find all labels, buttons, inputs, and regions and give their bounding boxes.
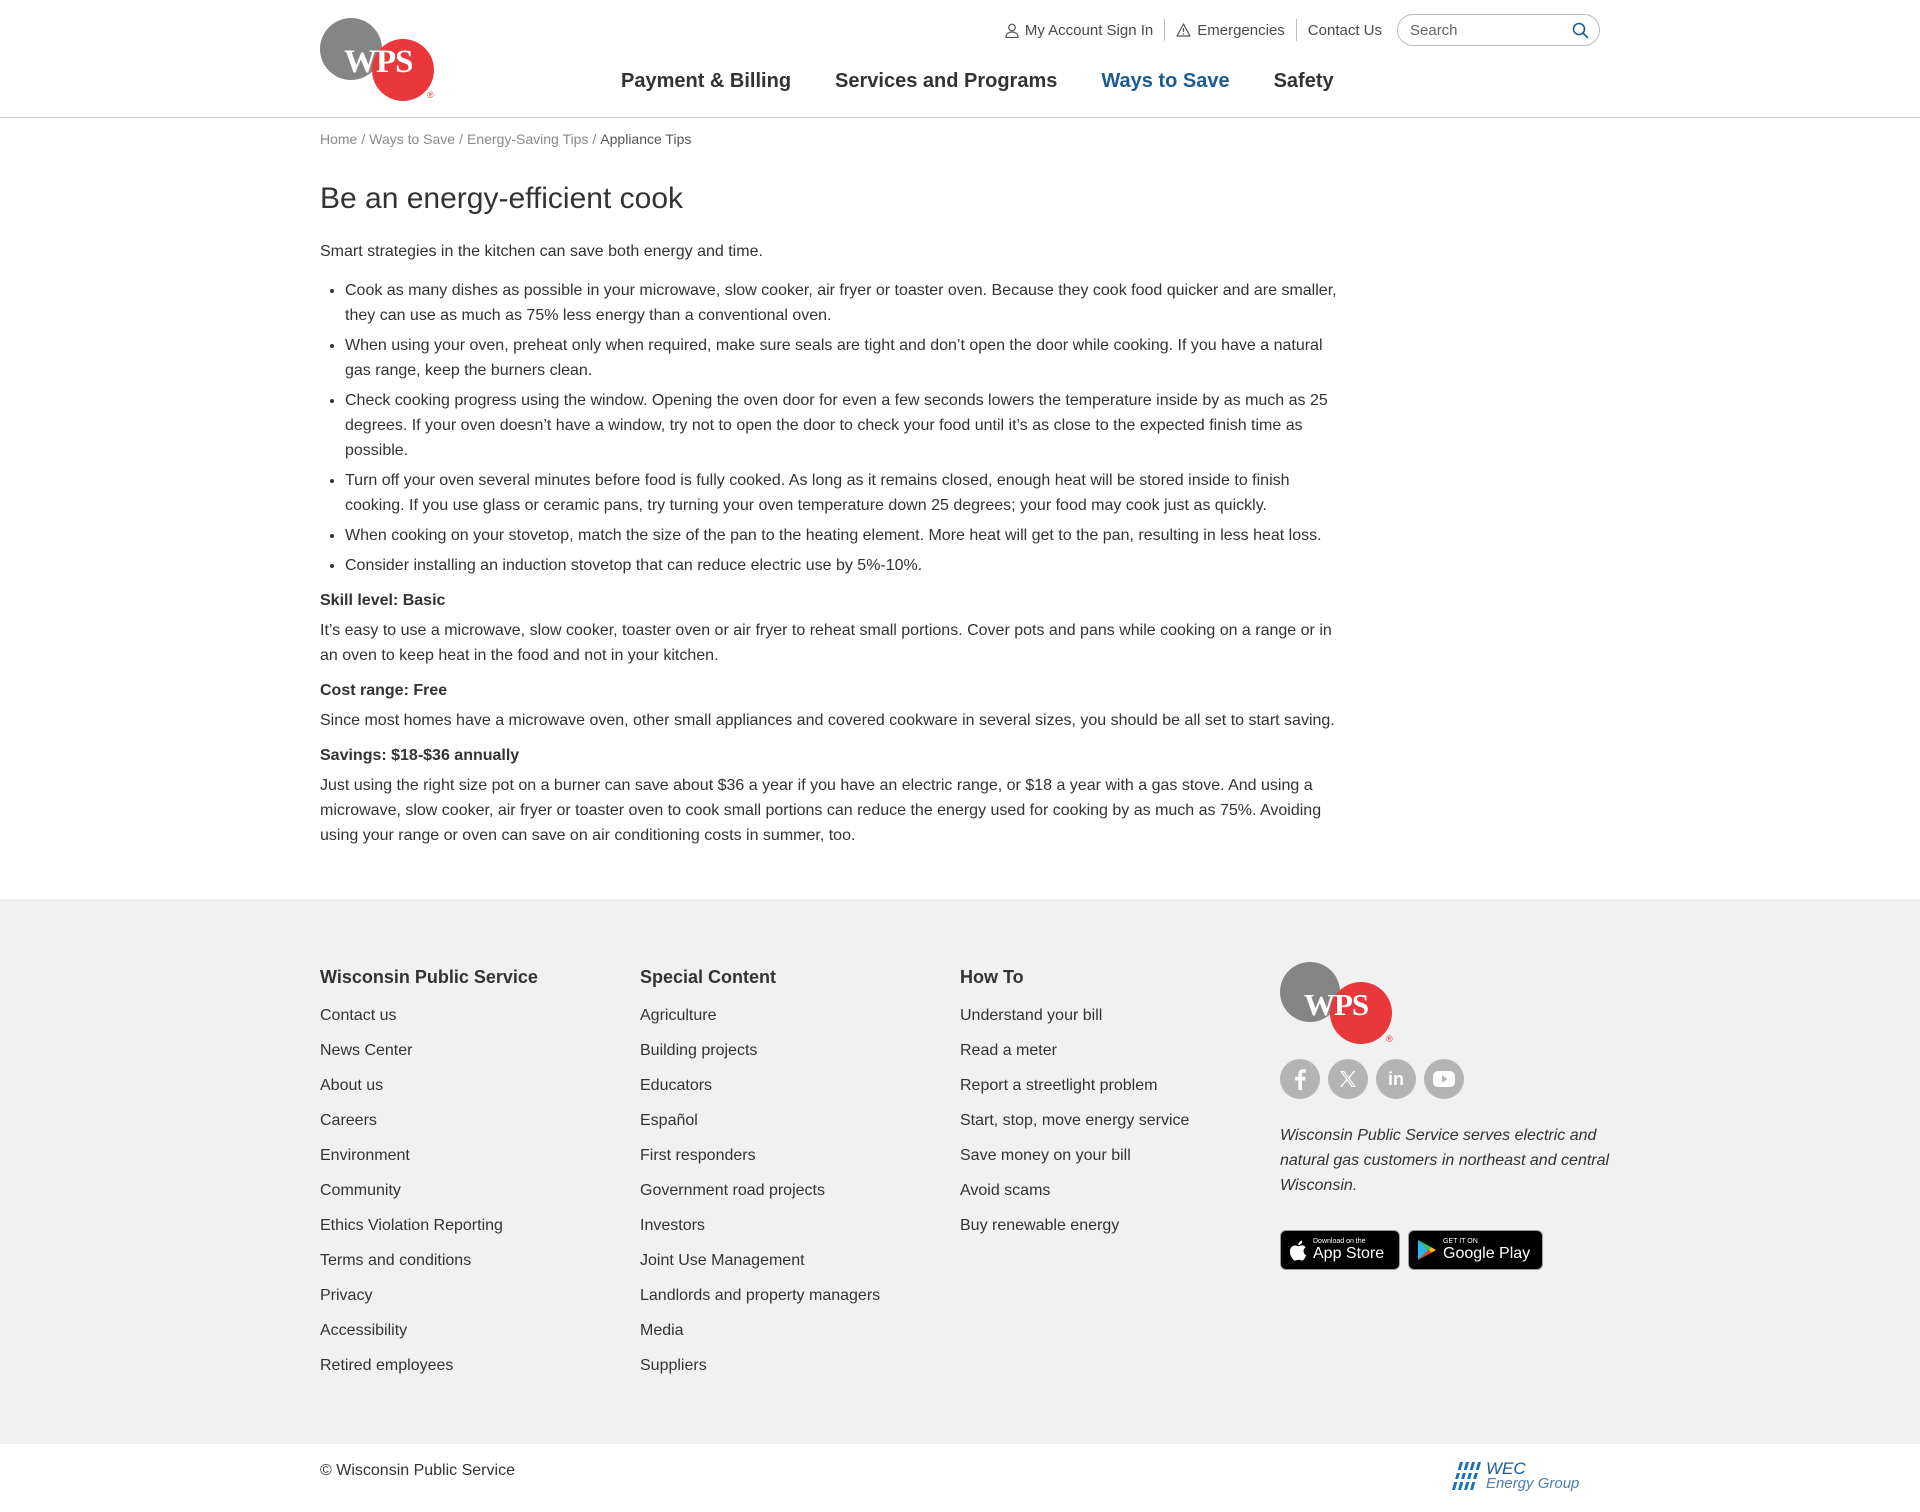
- x-icon[interactable]: [1328, 1059, 1368, 1099]
- nav-ways-to-save[interactable]: Ways to Save: [1101, 70, 1230, 92]
- emergencies-label: Emergencies: [1197, 21, 1285, 39]
- cost-range-heading: Cost range: Free: [320, 682, 448, 699]
- logo-registered-mark: ®: [1386, 1034, 1393, 1044]
- footer-heading: How To: [960, 967, 1024, 987]
- footer-link-ethics-violation-reporting[interactable]: Ethics Violation Reporting: [320, 1217, 503, 1234]
- footer-tagline: Wisconsin Public Service serves electric and natural gas customers in northeast and central Wisconsin.: [1280, 1127, 1610, 1194]
- breadcrumb-separator: /: [592, 131, 597, 147]
- list-item: • Consider installing an induction stovetop that can reduce electric use by 5%-10%.: [345, 553, 1340, 578]
- warning-icon: [1176, 23, 1191, 37]
- nav-payment-billing[interactable]: Payment & Billing: [621, 70, 792, 92]
- breadcrumb-home[interactable]: Home: [320, 131, 358, 147]
- savings-text: Just using the right size pot on a burner can save about $36 a year if you have an electric range, or $18 a year with a gas stove. And using a microwave, slow cooker, air fryer or toaster oven to cook small portions can reduce the energy used for cooking by as much as 75%. Avoiding using your range or oven can save on air conditioning costs in summer, too.: [320, 777, 1322, 844]
- footer-link-investors[interactable]: Investors: [640, 1217, 705, 1234]
- footer-link-retired-employees[interactable]: Retired employees: [320, 1357, 454, 1374]
- wps-logo[interactable]: [320, 18, 438, 102]
- contact-us-link[interactable]: [1296, 19, 1393, 41]
- footer-link-community[interactable]: Community: [320, 1182, 401, 1199]
- contact-us-label: Contact Us: [1307, 21, 1382, 39]
- footer-column-how-to: [960, 966, 1189, 1251]
- search-icon[interactable]: [1572, 22, 1589, 39]
- wec-logo-mark-icon: [1450, 1460, 1482, 1492]
- app-store-badge[interactable]: [1280, 1230, 1400, 1270]
- breadcrumb-separator: /: [361, 131, 366, 147]
- logo-registered-mark: ®: [427, 90, 434, 100]
- breadcrumb-separator: /: [459, 131, 463, 147]
- google-play-badge[interactable]: [1408, 1230, 1543, 1270]
- nav-safety[interactable]: Safety: [1273, 70, 1334, 92]
- search-box: [1397, 14, 1600, 46]
- footer-link-buy-renewable-energy[interactable]: Buy renewable energy: [960, 1217, 1120, 1234]
- footer-wps-logo[interactable]: [1280, 962, 1398, 1046]
- breadcrumb-ways-to-save[interactable]: Ways to Save: [369, 131, 456, 147]
- logo-wordmark: WPS: [1304, 987, 1369, 1022]
- linkedin-glyph: in: [1388, 1068, 1404, 1089]
- footer-heading: Special Content: [640, 967, 777, 987]
- footer-link-agriculture[interactable]: Agriculture: [640, 1007, 717, 1024]
- utility-nav: [994, 14, 1600, 46]
- google-play-icon: [1417, 1239, 1437, 1261]
- footer-link-landlords[interactable]: Landlords and property managers: [640, 1287, 881, 1304]
- footer-link-news-center[interactable]: News Center: [320, 1042, 413, 1059]
- footer-link-building-projects[interactable]: Building projects: [640, 1042, 758, 1059]
- intro-text: Smart strategies in the kitchen can save both energy and time.: [320, 243, 763, 260]
- facebook-icon[interactable]: [1280, 1059, 1320, 1099]
- breadcrumb: [320, 131, 691, 147]
- breadcrumb-energy-saving-tips[interactable]: Energy-Saving Tips: [467, 131, 589, 147]
- wec-energy-group-logo[interactable]: [1450, 1460, 1579, 1492]
- footer-link-start-stop-move[interactable]: Start, stop, move energy service: [960, 1112, 1190, 1129]
- wec-logo-line-1: WEC: [1486, 1459, 1526, 1478]
- footer-link-contact-us[interactable]: Contact us: [320, 1007, 397, 1024]
- emergencies-link[interactable]: [1164, 19, 1296, 41]
- linkedin-icon[interactable]: [1376, 1059, 1416, 1099]
- wec-logo-text: [1486, 1461, 1579, 1491]
- footer-link-privacy[interactable]: Privacy: [320, 1287, 373, 1304]
- footer-link-educators[interactable]: Educators: [640, 1077, 713, 1094]
- footer-link-media[interactable]: Media: [640, 1322, 684, 1339]
- footer-link-suppliers[interactable]: Suppliers: [640, 1357, 707, 1374]
- app-store-text: [1313, 1238, 1384, 1262]
- skill-level-text: It’s easy to use a microwave, slow cooker, toaster oven or air fryer to reheat small portions. Cover pots and pans while cooking on a range or in an oven to keep heat in the food and not in your kitchen.: [320, 622, 1332, 664]
- footer-link-first-responders[interactable]: First responders: [640, 1147, 756, 1164]
- article: [320, 181, 1340, 858]
- wec-logo-line-2: Energy Group: [1486, 1475, 1580, 1492]
- footer-heading: Wisconsin Public Service: [320, 967, 538, 987]
- site-footer: [0, 899, 1920, 1444]
- nav-services-programs[interactable]: Services and Programs: [835, 70, 1058, 92]
- site-header: [0, 0, 1920, 118]
- footer-link-careers[interactable]: Careers: [320, 1112, 377, 1129]
- app-store-small-label: Download on the: [1313, 1238, 1366, 1245]
- list-item: • Check cooking progress using the window. Opening the oven door for even a few seconds lowers the temperature inside by as much as 25 degrees. If your oven doesn’t have a window, try not to open the door to check your food until it’s as close to the expected finish time as possible.: [345, 388, 1340, 463]
- footer-link-government-road-projects[interactable]: Government road projects: [640, 1182, 825, 1199]
- apple-icon: [1289, 1240, 1307, 1261]
- social-links: [1280, 1059, 1472, 1099]
- footer-link-save-money[interactable]: Save money on your bill: [960, 1147, 1131, 1164]
- skill-level-heading: Skill level: Basic: [320, 592, 446, 609]
- user-icon: [1005, 23, 1019, 38]
- footer-link-terms-and-conditions[interactable]: Terms and conditions: [320, 1252, 472, 1269]
- list-item: • When cooking on your stovetop, match the size of the pan to the heating element. More heat will get to the pan, resulting in less heat loss.: [345, 523, 1340, 548]
- cost-range-text: Since most homes have a microwave oven, other small appliances and covered cookware in several sizes, you should be all set to start saving.: [320, 712, 1335, 729]
- footer-link-accessibility[interactable]: Accessibility: [320, 1322, 408, 1339]
- list-item: • Turn off your oven several minutes before food is fully cooked. As long as it remains closed, enough heat will be stored inside to finish cooking. If you use glass or ceramic pans, try turning your oven temperature down 25 degrees; your food may cook just as quickly.: [345, 468, 1340, 518]
- footer-link-understand-your-bill[interactable]: Understand your bill: [960, 1007, 1103, 1024]
- footer-link-avoid-scams[interactable]: Avoid scams: [960, 1182, 1051, 1199]
- footer-link-environment[interactable]: Environment: [320, 1147, 410, 1164]
- search-input[interactable]: [1410, 22, 1572, 39]
- copyright-text: © Wisconsin Public Service: [320, 1462, 515, 1479]
- footer-column-special-content: [640, 966, 880, 1391]
- google-play-text: [1443, 1238, 1530, 1262]
- page-title: Be an energy-efficient cook: [320, 182, 684, 215]
- footer-link-joint-use-management[interactable]: Joint Use Management: [640, 1252, 805, 1269]
- logo-wordmark: WPS: [344, 44, 413, 80]
- list-item: • When using your oven, preheat only when required, make sure seals are tight and don’t open the door while cooking. If you have a natural gas range, keep the burners clean.: [345, 333, 1340, 383]
- footer-link-espanol[interactable]: Español: [640, 1112, 698, 1129]
- google-play-label: Google Play: [1443, 1245, 1531, 1262]
- breadcrumb-current-page: Appliance Tips: [600, 131, 692, 147]
- list-item: • Cook as many dishes as possible in your microwave, slow cooker, air fryer or toaster oven. Because they cook food quicker and are smaller, they can use as much as 75% less energy than a conventional oven.: [345, 278, 1340, 328]
- youtube-icon[interactable]: [1424, 1059, 1464, 1099]
- footer-link-report-streetlight[interactable]: Report a streetlight problem: [960, 1077, 1158, 1094]
- google-play-small-label: GET IT ON: [1443, 1238, 1478, 1245]
- footer-link-about-us[interactable]: About us: [320, 1077, 384, 1094]
- footer-column-wisconsin-public-service: [320, 966, 538, 1391]
- savings-heading: Savings: $18-$36 annually: [320, 747, 520, 764]
- footer-bottom-bar: [0, 1444, 1920, 1512]
- app-store-label: App Store: [1313, 1245, 1385, 1262]
- footer-link-read-a-meter[interactable]: Read a meter: [960, 1042, 1057, 1059]
- my-account-label: My Account Sign In: [1024, 21, 1154, 39]
- main-nav: [621, 70, 1378, 93]
- my-account-sign-in-link[interactable]: [994, 19, 1164, 41]
- tips-list: [320, 278, 1340, 578]
